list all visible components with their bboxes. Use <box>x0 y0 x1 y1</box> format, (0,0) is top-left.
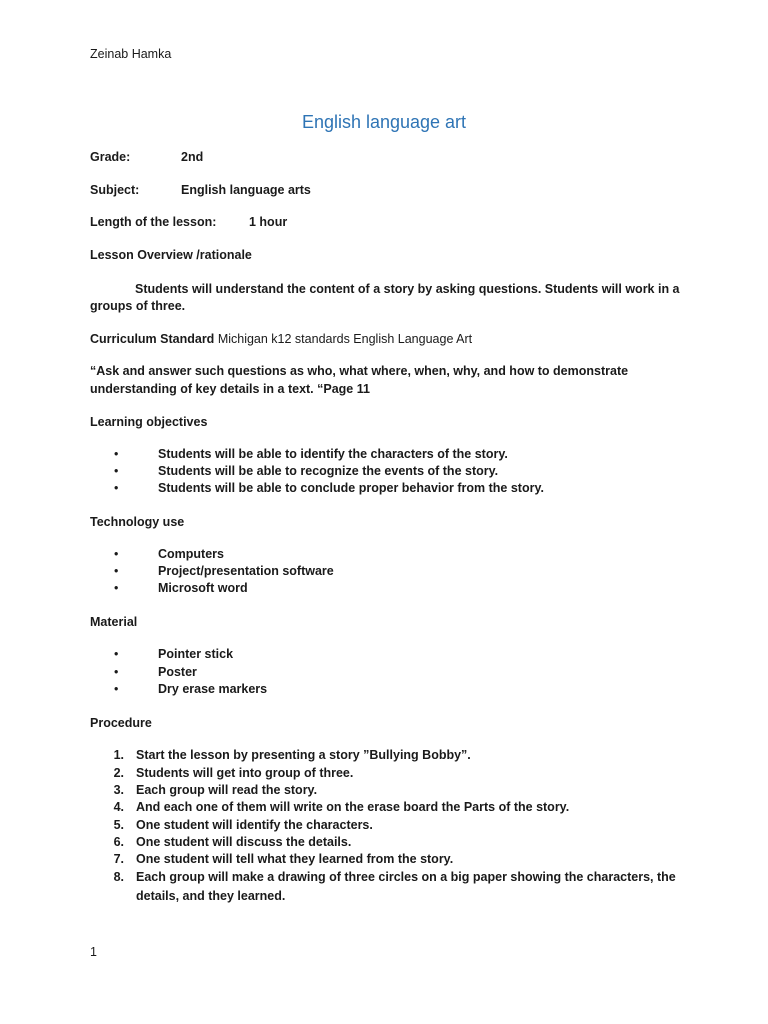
objective-item <box>0 447 768 464</box>
step-number: 7. <box>113 852 124 866</box>
procedure-step <box>0 852 768 869</box>
curriculum-label: Curriculum Standard <box>90 332 215 346</box>
bullet-icon: • <box>114 581 119 595</box>
objective-text: Students will be able to conclude proper behavior from the story. <box>158 481 544 495</box>
material-text: Dry erase markers <box>158 682 268 696</box>
objective-text: Students will be able to recognize the events of the story. <box>158 464 499 478</box>
step-text: One student will identify the characters. <box>136 818 373 832</box>
procedure-heading: Procedure <box>90 716 152 730</box>
author-name: Zeinab Hamka <box>90 47 172 61</box>
material-text: Pointer stick <box>158 647 234 661</box>
bullet-icon: • <box>114 682 119 696</box>
step-text-continuation: details, and they learned. <box>136 889 286 903</box>
bullet-icon: • <box>114 464 119 478</box>
material-heading: Material <box>90 615 138 629</box>
technology-item <box>0 547 768 564</box>
grade-label: Grade: <box>90 150 131 164</box>
bullet-icon: • <box>114 564 119 578</box>
procedure-step <box>0 748 768 765</box>
step-number: 5. <box>113 818 124 832</box>
grade-value: 2nd <box>181 150 204 164</box>
objectives-heading: Learning objectives <box>90 415 208 429</box>
bullet-icon: • <box>114 481 119 495</box>
procedure-step <box>0 818 768 835</box>
step-number: 3. <box>113 783 124 797</box>
procedure-step <box>0 870 768 887</box>
length-value: 1 hour <box>249 215 288 229</box>
material-item <box>0 682 768 699</box>
objective-item <box>0 464 768 481</box>
step-number: 6. <box>113 835 124 849</box>
length-label: Length of the lesson: <box>90 215 217 229</box>
step-text: Students will get into group of three. <box>136 766 354 780</box>
quote-line-1: “Ask and answer such questions as who, what where, when, why, and how to demonstrate <box>90 364 629 378</box>
bullet-icon: • <box>114 647 119 661</box>
technology-text: Microsoft word <box>158 581 248 595</box>
step-number: 4. <box>113 800 124 814</box>
technology-heading: Technology use <box>90 515 185 529</box>
document-title: English language art <box>301 112 467 132</box>
step-number: 1. <box>113 748 124 762</box>
step-text: Start the lesson by presenting a story ”Bullying Bobby”. <box>136 748 471 762</box>
material-item <box>0 665 768 682</box>
technology-item <box>0 564 768 581</box>
material-text: Poster <box>158 665 197 679</box>
objective-text: Students will be able to identify the characters of the story. <box>158 447 508 461</box>
procedure-step <box>0 766 768 783</box>
subject-value: English language arts <box>181 183 311 197</box>
curriculum-line <box>90 331 472 348</box>
step-text: One student will tell what they learned from the story. <box>136 852 454 866</box>
step-number: 8. <box>113 870 124 884</box>
step-text: One student will discuss the details. <box>136 835 352 849</box>
procedure-step <box>0 783 768 800</box>
bullet-icon: • <box>114 447 119 461</box>
subject-label: Subject: <box>90 183 140 197</box>
overview-heading: Lesson Overview /rationale <box>90 248 252 262</box>
objective-item <box>0 481 768 498</box>
curriculum-text: Michigan k12 standards English Language Art <box>217 332 473 346</box>
step-text: Each group will read the story. <box>136 783 318 797</box>
procedure-step <box>0 835 768 852</box>
step-number: 2. <box>113 766 124 780</box>
step-text: Each group will make a drawing of three circles on a big paper showing the characters, the <box>136 870 676 884</box>
technology-item <box>0 581 768 598</box>
page-number: 1 <box>90 945 97 959</box>
bullet-icon: • <box>114 547 119 561</box>
technology-text: Computers <box>158 547 224 561</box>
quote-line-2: understanding of key details in a text. “Page 11 <box>90 382 370 396</box>
bullet-icon: • <box>114 665 119 679</box>
step-text: And each one of them will write on the erase board the Parts of the story. <box>136 800 570 814</box>
material-item <box>0 647 768 664</box>
overview-line-2: groups of three. <box>90 299 186 313</box>
technology-text: Project/presentation software <box>158 564 334 578</box>
overview-line-1: Students will understand the content of a story by asking questions. Students will work in a <box>135 282 680 296</box>
procedure-step <box>0 800 768 817</box>
